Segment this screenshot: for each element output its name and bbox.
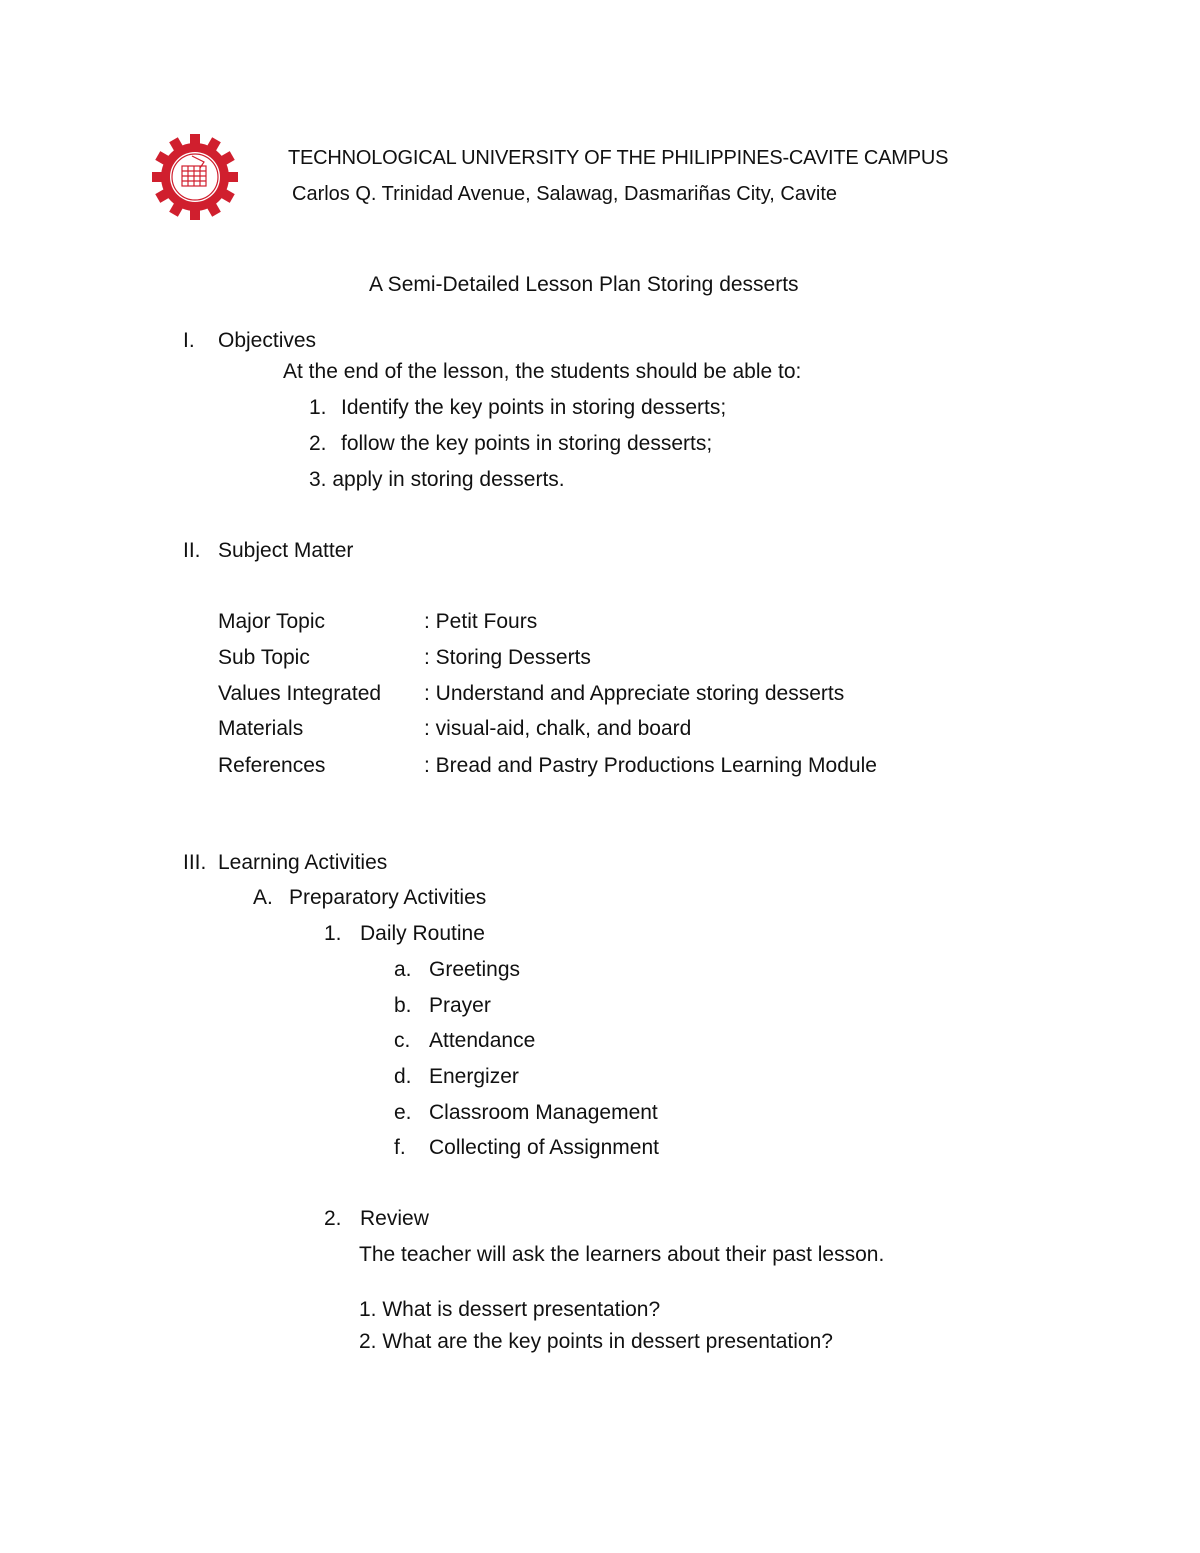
values-integrated-value: : Understand and Appreciate storing desserts [424, 682, 845, 705]
daily-routine-heading: Daily Routine [360, 922, 485, 945]
review-intro: The teacher will ask the learners about their past lesson. [359, 1243, 885, 1266]
major-topic-value: : Petit Fours [424, 610, 538, 633]
objective-number: 1. [309, 396, 327, 419]
routine-letter: f. [394, 1136, 406, 1159]
routine-letter: a. [394, 958, 412, 981]
learning-activities-heading: Learning Activities [218, 851, 388, 874]
sub-topic-value: : Storing Desserts [424, 646, 591, 669]
university-address: Carlos Q. Trinidad Avenue, Salawag, Dasmariñas City, Cavite [292, 183, 838, 205]
routine-letter: c. [394, 1029, 411, 1052]
review-question: 2. What are the key points in dessert presentation? [359, 1330, 833, 1353]
sub-topic-label: Sub Topic [218, 646, 310, 669]
routine-letter: d. [394, 1065, 412, 1088]
routine-item: Collecting of Assignment [429, 1136, 659, 1159]
routine-letter: e. [394, 1101, 412, 1124]
materials-label: Materials [218, 717, 304, 740]
objective-item: Identify the key points in storing desserts; [341, 396, 727, 419]
objective-item: 3. apply in storing desserts. [309, 468, 565, 491]
routine-item: Attendance [429, 1029, 536, 1052]
subject-matter-heading: Subject Matter [218, 539, 354, 562]
preparatory-activities-heading: Preparatory Activities [289, 886, 487, 909]
review-heading: Review [360, 1207, 429, 1230]
objectives-numeral: I. [183, 329, 195, 352]
references-label: References [218, 754, 326, 777]
daily-routine-number: 1. [324, 922, 342, 945]
document-title: A Semi-Detailed Lesson Plan Storing desserts [369, 273, 799, 296]
routine-item: Classroom Management [429, 1101, 658, 1124]
university-logo [152, 134, 238, 220]
routine-item: Prayer [429, 994, 491, 1017]
subject-matter-numeral: II. [183, 539, 201, 562]
university-name: TECHNOLOGICAL UNIVERSITY OF THE PHILIPPINES-CAVITE CAMPUS [288, 147, 949, 169]
objective-number: 2. [309, 432, 327, 455]
routine-item: Greetings [429, 958, 521, 981]
objectives-intro: At the end of the lesson, the students should be able to: [283, 360, 802, 383]
materials-value: : visual-aid, chalk, and board [424, 717, 692, 740]
learning-activities-numeral: III. [183, 851, 207, 874]
routine-letter: b. [394, 994, 412, 1017]
major-topic-label: Major Topic [218, 610, 325, 633]
values-integrated-label: Values Integrated [218, 682, 382, 705]
review-question: 1. What is dessert presentation? [359, 1298, 661, 1321]
preparatory-letter: A. [253, 886, 273, 909]
objectives-heading: Objectives [218, 329, 317, 352]
routine-item: Energizer [429, 1065, 519, 1088]
objective-item: follow the key points in storing desserts; [341, 432, 713, 455]
review-number: 2. [324, 1207, 342, 1230]
references-value: : Bread and Pastry Productions Learning Module [424, 754, 877, 777]
